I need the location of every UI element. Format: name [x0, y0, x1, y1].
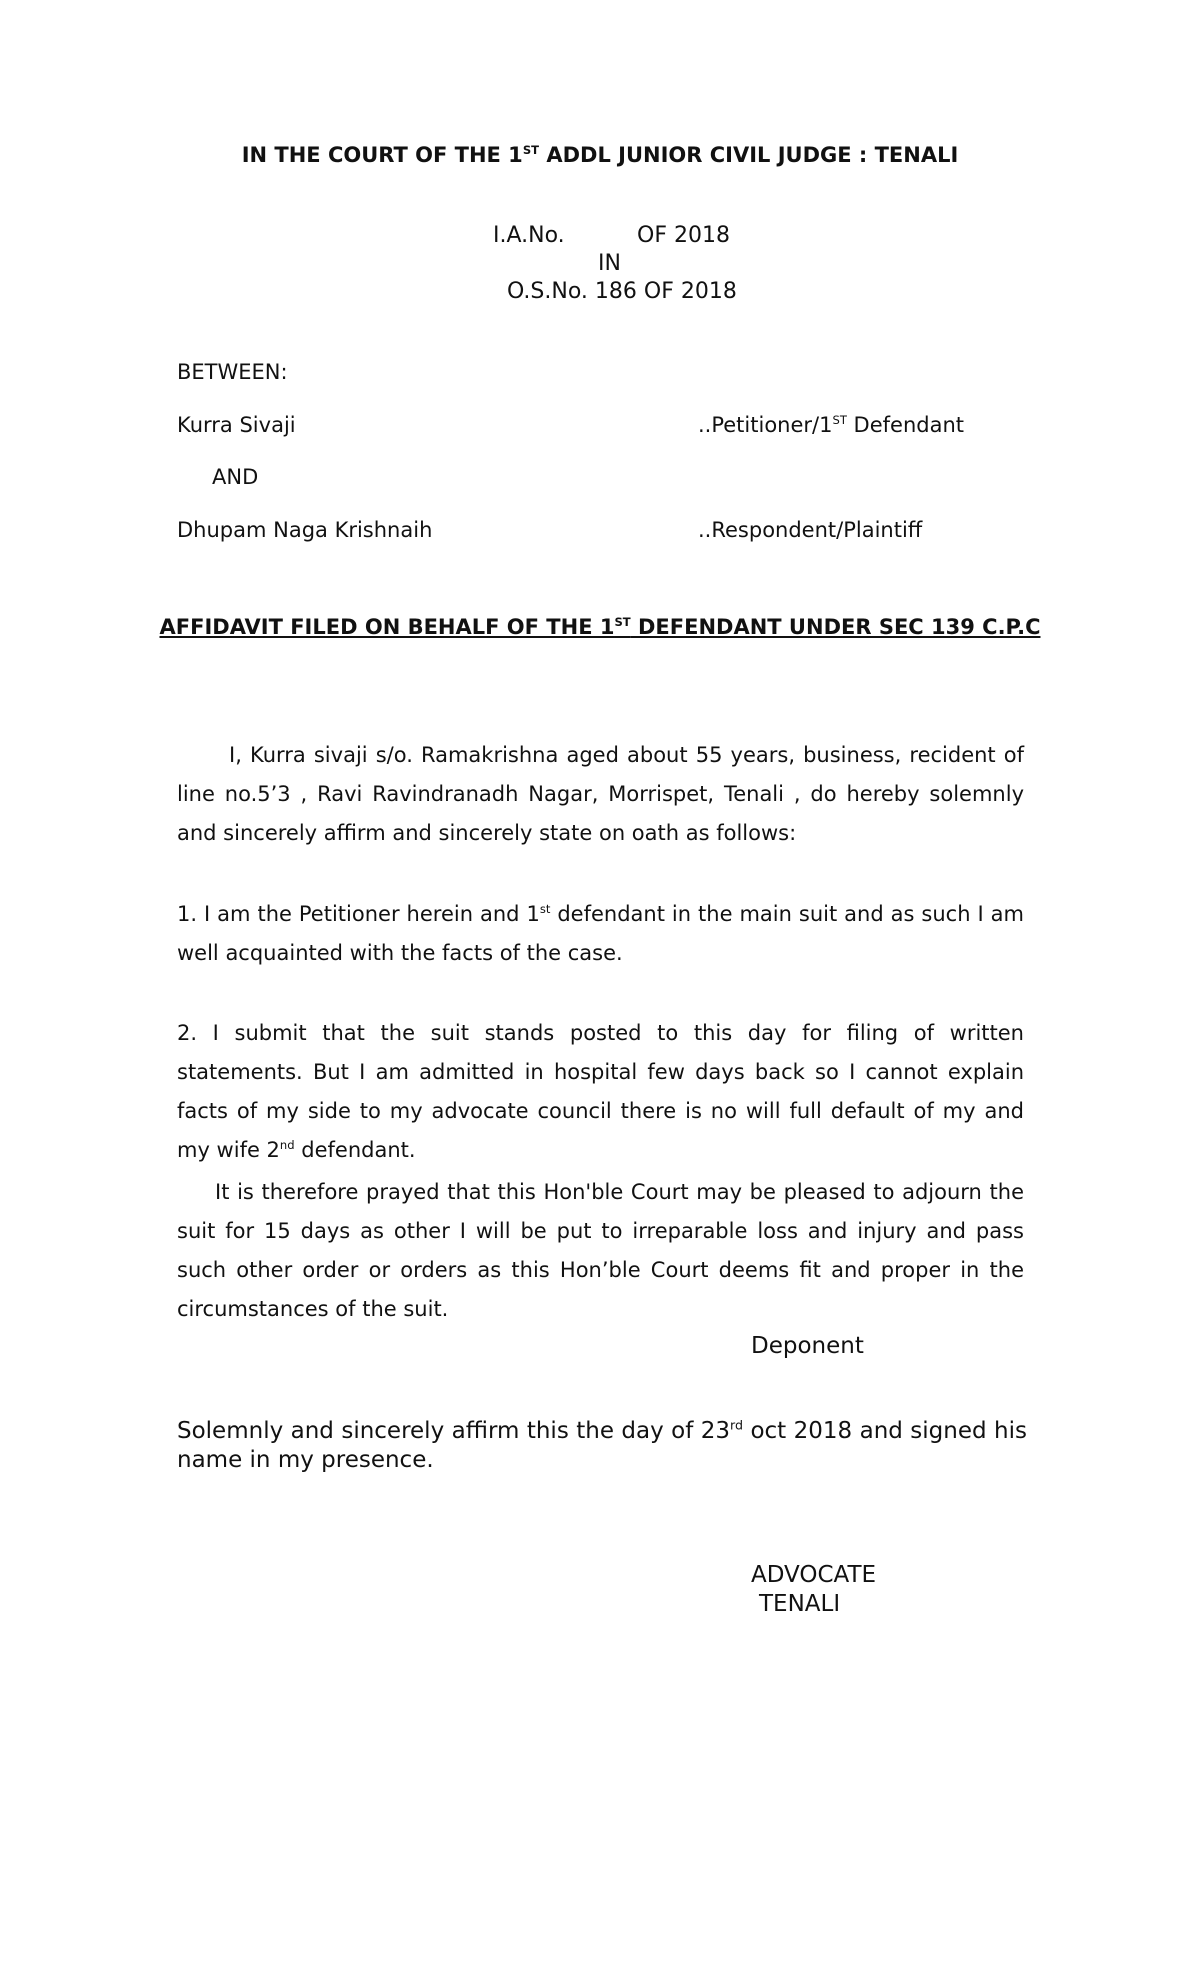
- petitioner-role: ..Petitioner/1ST Defendant: [698, 413, 965, 437]
- ia-year: OF 2018: [637, 223, 730, 248]
- affirmation-paragraph: Solemnly and sincerely affirm this the day of 23rd oct 2018 and signed his name in my presence.: [177, 1417, 1027, 1473]
- paragraph-2: 2. I submit that the suit stands posted to this day for filing of written statements. But I am admitted in hospital few days back so I cannot explain facts of my side to my advocate council there is no will full default of my and my wife 2nd defendant.: [177, 1021, 1024, 1162]
- between-label: BETWEEN:: [177, 360, 288, 384]
- advocate-place: TENALI: [759, 1591, 841, 1617]
- os-number: O.S.No. 186 OF 2018: [507, 279, 737, 304]
- in-label: IN: [598, 251, 621, 276]
- advocate-label: ADVOCATE: [751, 1562, 877, 1588]
- prayer-paragraph: It is therefore prayed that this Hon'ble Court may be pleased to adjourn the suit for 15 days as other I will be put to irreparable loss and injury and pass such other order or orders as this Hon’ble Court deems fit and proper in the circumstances of the suit.: [177, 1180, 1024, 1321]
- and-label: AND: [212, 465, 259, 489]
- paragraph-1: 1. I am the Petitioner herein and 1st defendant in the main suit and as such I am well acquainted with the facts of the case.: [177, 902, 1024, 965]
- court-heading: IN THE COURT OF THE 1ST ADDL JUNIOR CIVIL JUDGE : TENALI: [241, 143, 959, 167]
- affidavit-title: AFFIDAVIT FILED ON BEHALF OF THE 1ST DEFENDANT UNDER SEC 139 C.P.C: [159, 615, 1041, 639]
- respondent-name: Dhupam Naga Krishnaih: [177, 518, 433, 542]
- petitioner-name: Kurra Sivaji: [177, 413, 296, 437]
- respondent-role: ..Respondent/Plaintiff: [698, 518, 923, 542]
- deponent-label: Deponent: [751, 1333, 864, 1359]
- intro-paragraph: I, Kurra sivaji s/o. Ramakrishna aged about 55 years, business, recident of line no.5’3 , Ravi Ravindranadh Nagar, Morrispet, Tenali , do hereby solemnly and sincerely affirm and sincerely state on oath as follows:: [177, 743, 1024, 845]
- ia-number-label: I.A.No.: [493, 223, 565, 248]
